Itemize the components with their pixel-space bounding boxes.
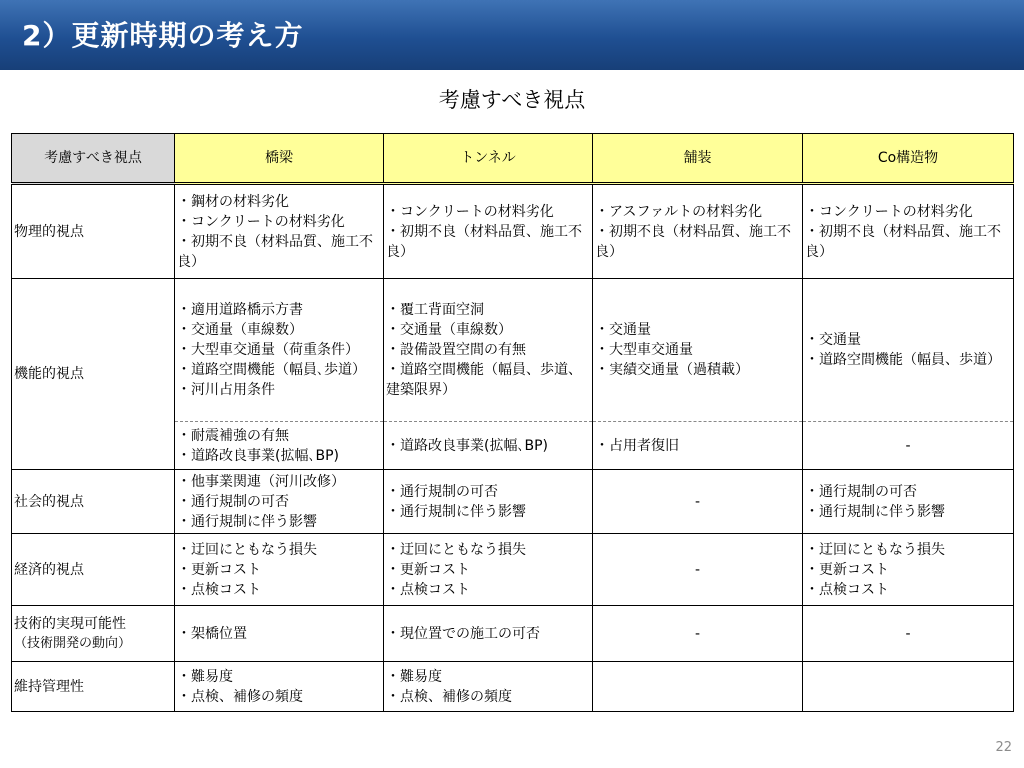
table-cell <box>593 422 803 470</box>
table-cell <box>175 534 384 606</box>
row-header-technical-label: 技術的実現可能性 <box>14 615 126 632</box>
row-header-social: 社会的視点 <box>12 470 175 534</box>
table-cell <box>803 534 1014 606</box>
cell-item: ・占用者復旧 <box>595 437 679 454</box>
row-header-technical <box>12 606 175 662</box>
column-header-pavement: 舗装 <box>593 134 803 184</box>
cell-item: ・初期不良（材料品質、施工不良） <box>595 223 791 260</box>
cell-item: ・点検コスト <box>177 581 261 598</box>
cell-item: ・更新コスト <box>805 561 889 578</box>
row-header-economic: 経済的視点 <box>12 534 175 606</box>
cell-item: - <box>905 437 911 454</box>
cell-item: ・通行規制の可否 <box>386 483 498 500</box>
cell-item: ・アスファルトの材料劣化 <box>595 203 763 220</box>
table-cell <box>593 279 803 422</box>
row-header-physical: 物理的視点 <box>12 184 175 279</box>
title-banner <box>0 0 1024 70</box>
table-row <box>12 606 1014 662</box>
table-cell <box>803 606 1014 662</box>
cell-item: ・点検コスト <box>386 581 470 598</box>
table-cell <box>593 534 803 606</box>
header-row <box>12 134 1014 184</box>
table-cell <box>384 662 593 712</box>
cell-item: ・大型車交通量（荷重条件） <box>177 342 359 358</box>
cell-item: ・耐震補強の有無 <box>177 427 289 444</box>
cell-item: ・設備設置空間の有無 <box>386 342 526 358</box>
cell-item: ・更新コスト <box>386 561 470 578</box>
cell-item: ・道路改良事業(拡幅､BP) <box>386 437 548 454</box>
table-caption: 考慮すべき視点 <box>438 88 586 112</box>
table-cell <box>593 606 803 662</box>
table-row <box>12 279 1014 422</box>
column-header-tunnel: トンネル <box>384 134 593 184</box>
viewpoint-table <box>11 133 1014 712</box>
table-cell <box>384 534 593 606</box>
row-header-technical-note: （技術開発の動向） <box>14 635 132 651</box>
cell-item: ・実績交通量（過積載） <box>595 362 749 378</box>
cell-item: ・通行規制に伴う影響 <box>805 503 945 520</box>
cell-item: ・更新コスト <box>177 561 261 578</box>
cell-item: ・迂回にともなう損失 <box>177 541 317 558</box>
page-number: 22 <box>995 740 1012 755</box>
table-cell <box>175 422 384 470</box>
cell-item: ・鋼材の材料劣化 <box>177 193 289 210</box>
column-header-concrete-structure: Co構造物 <box>803 134 1014 184</box>
corner-header: 考慮すべき視点 <box>12 134 175 184</box>
cell-item: ・道路空間機能（幅員、歩道、建築限界） <box>386 362 582 398</box>
table-cell-empty <box>803 662 1014 712</box>
cell-item: ・迂回にともなう損失 <box>386 541 526 558</box>
column-header-bridge: 橋梁 <box>175 134 384 184</box>
cell-item: ・道路改良事業(拡幅､BP) <box>177 447 339 464</box>
cell-item: ・架橋位置 <box>177 625 247 642</box>
cell-item: ・交通量 <box>805 332 861 348</box>
table-cell <box>803 279 1014 422</box>
table-cell <box>384 184 593 279</box>
table-cell <box>803 470 1014 534</box>
cell-item: ・初期不良（材料品質、施工不良） <box>386 223 582 260</box>
table-cell <box>803 422 1014 470</box>
cell-item: ・コンクリートの材料劣化 <box>805 203 973 220</box>
cell-item: - <box>694 561 701 578</box>
cell-item: ・難易度 <box>177 668 233 685</box>
cell-item: ・点検、補修の頻度 <box>386 688 512 705</box>
table-cell <box>384 279 593 422</box>
cell-item: ・通行規制に伴う影響 <box>386 503 526 520</box>
table-row <box>12 534 1014 606</box>
cell-item: ・初期不良（材料品質、施工不良） <box>177 233 373 270</box>
cell-item: ・現位置での施工の可否 <box>386 625 540 642</box>
table-cell-empty <box>593 662 803 712</box>
table-cell <box>593 184 803 279</box>
slide-title: 2）更新時期の考え方 <box>22 19 304 52</box>
cell-item: - <box>905 625 911 642</box>
cell-item: ・他事業関連（河川改修） <box>177 473 345 490</box>
table-cell <box>384 470 593 534</box>
row-header-functional: 機能的視点 <box>12 279 175 470</box>
cell-item: ・通行規制の可否 <box>177 493 289 510</box>
table-cell <box>593 470 803 534</box>
table-cell <box>803 184 1014 279</box>
cell-item: ・迂回にともなう損失 <box>805 541 945 558</box>
cell-item: ・交通量（車線数） <box>386 322 512 338</box>
table-cell <box>175 606 384 662</box>
cell-item: ・道路空間機能（幅員､歩道） <box>177 362 366 378</box>
cell-item: - <box>694 625 701 642</box>
table-cell <box>175 470 384 534</box>
cell-item: ・大型車交通量 <box>595 342 693 358</box>
cell-item: ・通行規制に伴う影響 <box>177 513 317 530</box>
cell-item: ・初期不良（材料品質、施工不良） <box>805 223 1001 260</box>
cell-item: ・点検、補修の頻度 <box>177 688 303 705</box>
cell-item: ・コンクリートの材料劣化 <box>177 213 345 230</box>
table-cell <box>175 184 384 279</box>
table-row <box>12 184 1014 279</box>
table-row <box>12 662 1014 712</box>
table-cell <box>175 279 384 422</box>
table-cell <box>384 606 593 662</box>
cell-item: ・交通量 <box>595 322 651 338</box>
cell-item: ・覆工背面空洞 <box>386 302 484 318</box>
cell-item: ・コンクリートの材料劣化 <box>386 203 554 220</box>
cell-item: ・適用道路橋示方書 <box>177 302 303 318</box>
cell-item: ・点検コスト <box>805 581 889 598</box>
row-header-maintenance: 維持管理性 <box>12 662 175 712</box>
table-cell <box>384 422 593 470</box>
cell-item: - <box>694 493 701 510</box>
cell-item: ・道路空間機能（幅員、歩道） <box>805 352 1001 368</box>
table-row <box>12 470 1014 534</box>
cell-item: ・通行規制の可否 <box>805 483 917 500</box>
cell-item: ・難易度 <box>386 668 442 685</box>
cell-item: ・河川占用条件 <box>177 382 275 398</box>
cell-item: ・交通量（車線数） <box>177 322 303 338</box>
table-cell <box>175 662 384 712</box>
